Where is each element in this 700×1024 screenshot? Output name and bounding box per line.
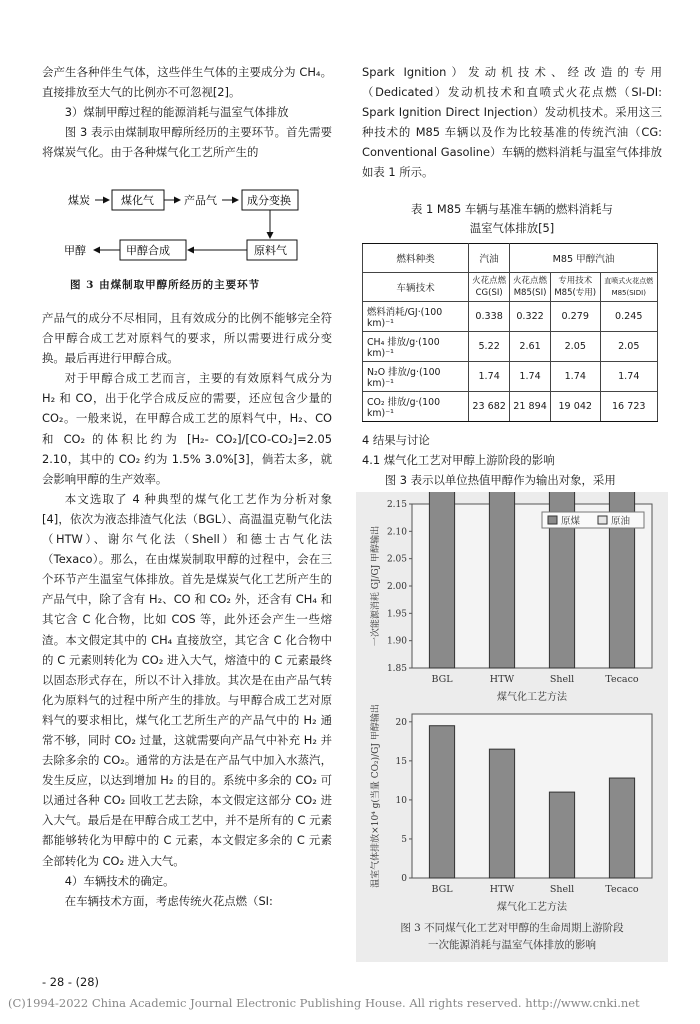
section-heading: 3）煤制甲醇过程的能源消耗与温室气体排放	[64, 105, 289, 120]
bar	[609, 778, 634, 878]
right-column-body	[362, 430, 662, 490]
paragraph: 图 3 表示由煤制取甲醇所经历的主要环节。首先需要将煤炭气化。由于各种煤气化工艺所产生的	[42, 125, 332, 160]
bar-segment	[429, 492, 454, 668]
subsection-heading: 4.1 煤气化工艺对甲醇上游阶段的影响	[362, 453, 555, 468]
figure-caption: 图 3 由煤制取甲醇所经历的主要环节	[70, 279, 261, 291]
copyright-footer: (C)1994-2022 China Academic Journal Electronic Publishing House. All rights reserved. http://www.cnki.net	[8, 996, 640, 1010]
x-axis-label: 煤气化工艺方法	[497, 902, 567, 913]
subsection-heading: 4）车辆技术的确定。	[64, 873, 175, 888]
x-tick-label: HTW	[489, 884, 515, 895]
table-header: 火花点燃 CG(SI)	[469, 273, 510, 302]
y-tick-label: 1.90	[386, 636, 407, 647]
y-tick-label: 10	[395, 795, 407, 806]
flow-gasify: 煤化气	[121, 194, 154, 207]
x-tick-label: BGL	[431, 884, 453, 895]
paragraph: 在车辆技术方面，考虑传统火花点燃（SI:	[64, 893, 273, 908]
table-header: 直喷式火花点燃 M85(SIDI)	[600, 273, 658, 302]
x-tick-label: Tecaco	[605, 674, 639, 685]
x-tick-label: Shell	[549, 884, 575, 895]
table-title-line: 温室气体排放[5]	[469, 221, 555, 235]
table-title	[362, 200, 662, 238]
x-tick-label: HTW	[489, 674, 515, 685]
flow-product-gas: 产品气	[184, 194, 217, 207]
table-header: 火花点燃 M85(SI)	[510, 273, 551, 302]
table-header: M85 甲醇汽油	[510, 244, 658, 273]
paragraph: 产品气的成分不尽相同，且有效成分的比例不能够完全符合甲醇合成工艺对原料气的要求，所以需要进行成分变换。最后再进行甲醇合成。	[42, 311, 332, 366]
y-tick-label: 5	[401, 834, 407, 845]
legend-swatch	[548, 516, 557, 524]
flow-feed-gas: 原料气	[254, 244, 287, 257]
y-tick-label: 1.95	[386, 609, 407, 620]
y-tick-label: 2.15	[386, 500, 407, 510]
bar	[549, 792, 574, 878]
y-tick-label: 15	[395, 756, 407, 767]
y-tick-label: 2.10	[386, 527, 407, 538]
table-header: 专用技术 M85(专用)	[551, 273, 601, 302]
x-axis-label: 煤气化工艺方法	[497, 692, 567, 703]
table-row: CH₄ 排放/g·(100 km)⁻¹ 5.22 2.61 2.05 2.05	[363, 332, 658, 362]
figure-caption: 图 3 不同煤气化工艺对甲醇的生命周期上游阶段 一次能源消耗与温室气体排放的影响	[400, 922, 624, 951]
y-tick-label: 2.00	[386, 582, 407, 592]
table-row: N₂O 排放/g·(100 km)⁻¹ 1.74 1.74 1.74 1.74	[363, 362, 658, 392]
table-header: 车辆技术	[363, 273, 469, 302]
data-table	[362, 243, 658, 422]
table-header: 燃料种类	[363, 244, 469, 273]
paragraph: 本文选取了 4 种典型的煤气化工艺作为分析对象[4]，依次为液态排渣气化法（BGL）、高温温克勒气化法（HTW）、谢尔气化法（Shell）和德士古气化法（Texaco）。那么，在由煤炭制取甲醇的过程中，会在三个环节产生温室气体排放。首先是煤炭气化工艺所产生的产品气中，除了含有 H₂、CO 和 CO₂ 外，还含有 CH₄ 和其它含 C 化合物，比如 COS 等，此外还会产生一些熔渣。本文假定其中的 CH₄ 直接放空，其它含 C 化合物中的 C 元素则转化为 CO₂ 进入大气，熔渣中的 C 元素最终以固态形式存在，所以不计入排放。其次是在由产品气转化为原料气的过程中所产生的排放。与甲醇合成工艺对原料气的要求相比，煤气化工艺所生产的产品气中的 H₂ 通常不够，同时 CO₂ 过量，这就需要向产品气中补充 H₂ 并去除多余的 CO₂。通常的方法是在产品气中加入水蒸汽，发生反应，以达到增加 H₂ 的目的。系统中多余的 CO₂ 可以通过各种 CO₂ 回收工艺去除，本文假定这部分 CO₂ 进入大气。最后是在甲醇合成工艺中，并不是所有的 C 元素都能够转化为甲醇中的 C 元素，本文假定多余的 C 元素全部转化为 CO₂ 进入大气。	[42, 491, 332, 868]
paragraph: Spark Ignition）发动机技术、经改造的专用（Dedicated）发动机技术和直喷式火花点燃（SI-DI: Spark Ignition Direct Injection）发动机技术。采用这三种技术的 M85 车辆以及作为比较基准的传统汽油（CG: Conventional Gasoline）车辆的燃料消耗与温室气体排放如表 1 所示。	[362, 65, 662, 180]
left-column-top	[42, 62, 332, 162]
y-tick-label: 1.85	[386, 664, 407, 674]
y-axis-label: 温室气体排放×10⁴ g(当量 CO₂)/GJ 甲醇输出	[371, 704, 381, 888]
y-tick-label: 20	[395, 717, 407, 728]
emission-chart	[356, 704, 668, 914]
x-tick-label: BGL	[431, 674, 453, 685]
section-heading: 4 结果与讨论	[362, 433, 430, 447]
flow-coal: 煤炭	[68, 194, 90, 207]
bar	[429, 726, 454, 878]
x-tick-label: Tecaco	[605, 884, 639, 895]
y-tick-label: 2.05	[386, 554, 407, 565]
legend-swatch	[598, 516, 607, 524]
page-number: - 28 - (28)	[42, 975, 99, 989]
left-column-body	[42, 308, 332, 911]
x-tick-label: Shell	[549, 674, 575, 685]
right-column-top	[362, 62, 662, 183]
table-row: CO₂ 排放/g·(100 km)⁻¹ 23 682 21 894 19 042 16 723	[363, 392, 658, 422]
flow-methanol: 甲醇	[64, 244, 86, 257]
table-header: 汽油	[469, 244, 510, 273]
energy-chart	[356, 492, 668, 707]
paragraph: 对于甲醇合成工艺而言，主要的有效原料气成分为 H₂ 和 CO，出于化学合成反应的需要，还应包含少量的 CO₂。一般来说，在甲醇合成工艺的原料气中，H₂、CO 和 CO₂ 的体积比约为 [H₂- CO₂]/[CO-CO₂]=2.05 2.10，其中的 CO₂ 约为 1.5% 3.0%[3]，倘若太多，就会影响甲醇的生产效率。	[42, 371, 332, 486]
y-axis-label: 一次能源消耗 GJ/GJ 甲醇输出	[371, 525, 381, 647]
figure-panel	[356, 492, 668, 962]
flow-synthesis: 甲醇合成	[126, 244, 170, 257]
paragraph: 图 3 表示以单位热值甲醇作为输出对象，采用	[384, 473, 616, 488]
legend-label: 原煤	[561, 516, 581, 527]
legend-label: 原油	[611, 516, 631, 527]
table-row: 燃料消耗/GJ·(100 km)⁻¹ 0.338 0.322 0.279 0.245	[363, 302, 658, 332]
bar	[489, 749, 514, 878]
process-flow-diagram	[42, 188, 332, 268]
paragraph: 会产生各种伴生气体，这些伴生气体的主要成分为 CH₄。直接排放至大气的比例亦不可忽视[2]。	[42, 65, 332, 100]
flow-shift: 成分变换	[247, 194, 291, 207]
y-tick-label: 0	[401, 874, 407, 884]
bar-segment	[489, 492, 514, 668]
table-title-line: 表 1 M85 车辆与基准车辆的燃料消耗与	[411, 202, 613, 216]
